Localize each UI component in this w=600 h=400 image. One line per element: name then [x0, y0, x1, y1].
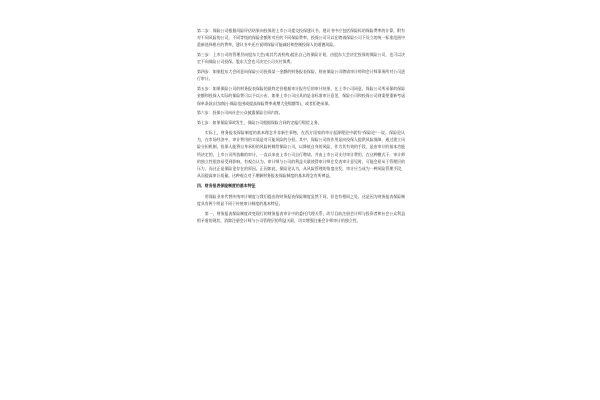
- paragraph-intro-features: 用保险业来代替传统审计制度与我们提出的财务报表保险制度虽然不同，但也有相同之处，这是因为财务报表保险制度具有两个明显不同于传统审计制度的基本特征。: [197, 193, 405, 206]
- paragraph-step-3: 第三步：上市公司的管理层向股东大会(或其代表机构)提出自己的保险计划，由股东大会决定投保的保险公司，也可以决定不向保险公司投保。股东大会也可决定公司支付保费。: [197, 52, 405, 65]
- paragraph-step-5: 第五步：如果保险公司的财务报表保险的最终定价根据审计报告后的审计结果，在上市公司同意，保险公司所承保的保险金额和投保人实际的保险费可以予以公布，如果上市公司出具的是非标准审计意见，保险公司和投保公司则需要重新考虑保单条款(比如缩小保险范围或提高保险费率或增大免赔额等)，或者拒绝承保。: [197, 86, 405, 106]
- document-page: [197, 27, 405, 227]
- paragraph-insurance-theory: 实际上，财务报表保险制度的基本理念并非新生事物，在西方国家的审计起源理论中就有"保险论"一说。保险论认为，在市场经济中，审计费用的实质是对可能风险的分担。其中，保险公司的作用是向投保人提供风险保障，通过建立风险分担机制，投保人能将自身承担的风险转嫁给保险公司，以降低自身的风险，作为其有效的手段，是由审计的基本功能所决定的，上市公司所依赖的审计，一直以来由上市公司自行聘请，并由上市公司支付审计费用，在这种模式下，审计师的独立性很容易受到影响。有观点认为，审计师与公司的利益关联使得审计师在发表审计意见时，可能会屈从于管理层的压力，而这正是保险论存在的原因。正因如此，保险论认为，从风险管理的角度出发，审计应当成为一种风险管理手段，从而提高审计质量。这种观点对于理解财务报表保险制度的基本理念有所裨益。: [197, 130, 405, 179]
- paragraph-step-4: 第四步：如果股东大会同意向保险公司投保某一金额的财务报表保险，则由保险公司聘请审计师和会计师事务所对公司进行审计。: [197, 69, 405, 82]
- paragraph-step-7: 第七步：如果保险事故发生，保险公司根据保险合同约定履行赔偿义务。: [197, 120, 322, 126]
- paragraph-feature-1: 第一，财务报表保险制度改变现行的财务报表审计中的委托代理关系，改写目前注册会计师与投资者和社会公众利益相矛盾的现状，消除注册会计师与公司管理层的利益关联，切实增强注册会计师审计的独立性。: [197, 210, 405, 223]
- paragraph-step-6: 第六步：投保公司向社会公众披露保险合同内容。: [197, 110, 283, 116]
- paragraph-step-2: 第二步：保险公司根据风险评估结果向投保的上市公司提交投保建议书，建议书中应包括保险标的保险费率的计算，附有对不同风险的公司，不同等级的保险金额所对应的不同保险费率。投保公司可以在聘请保险公司下设立的统一标准范围中重新选择相应的费率，建议书中还应说明保险可能减轻和控制投保人的道德风险。: [197, 28, 405, 48]
- section-heading: 四、财务报表保险制度的基本特征: [197, 183, 256, 189]
